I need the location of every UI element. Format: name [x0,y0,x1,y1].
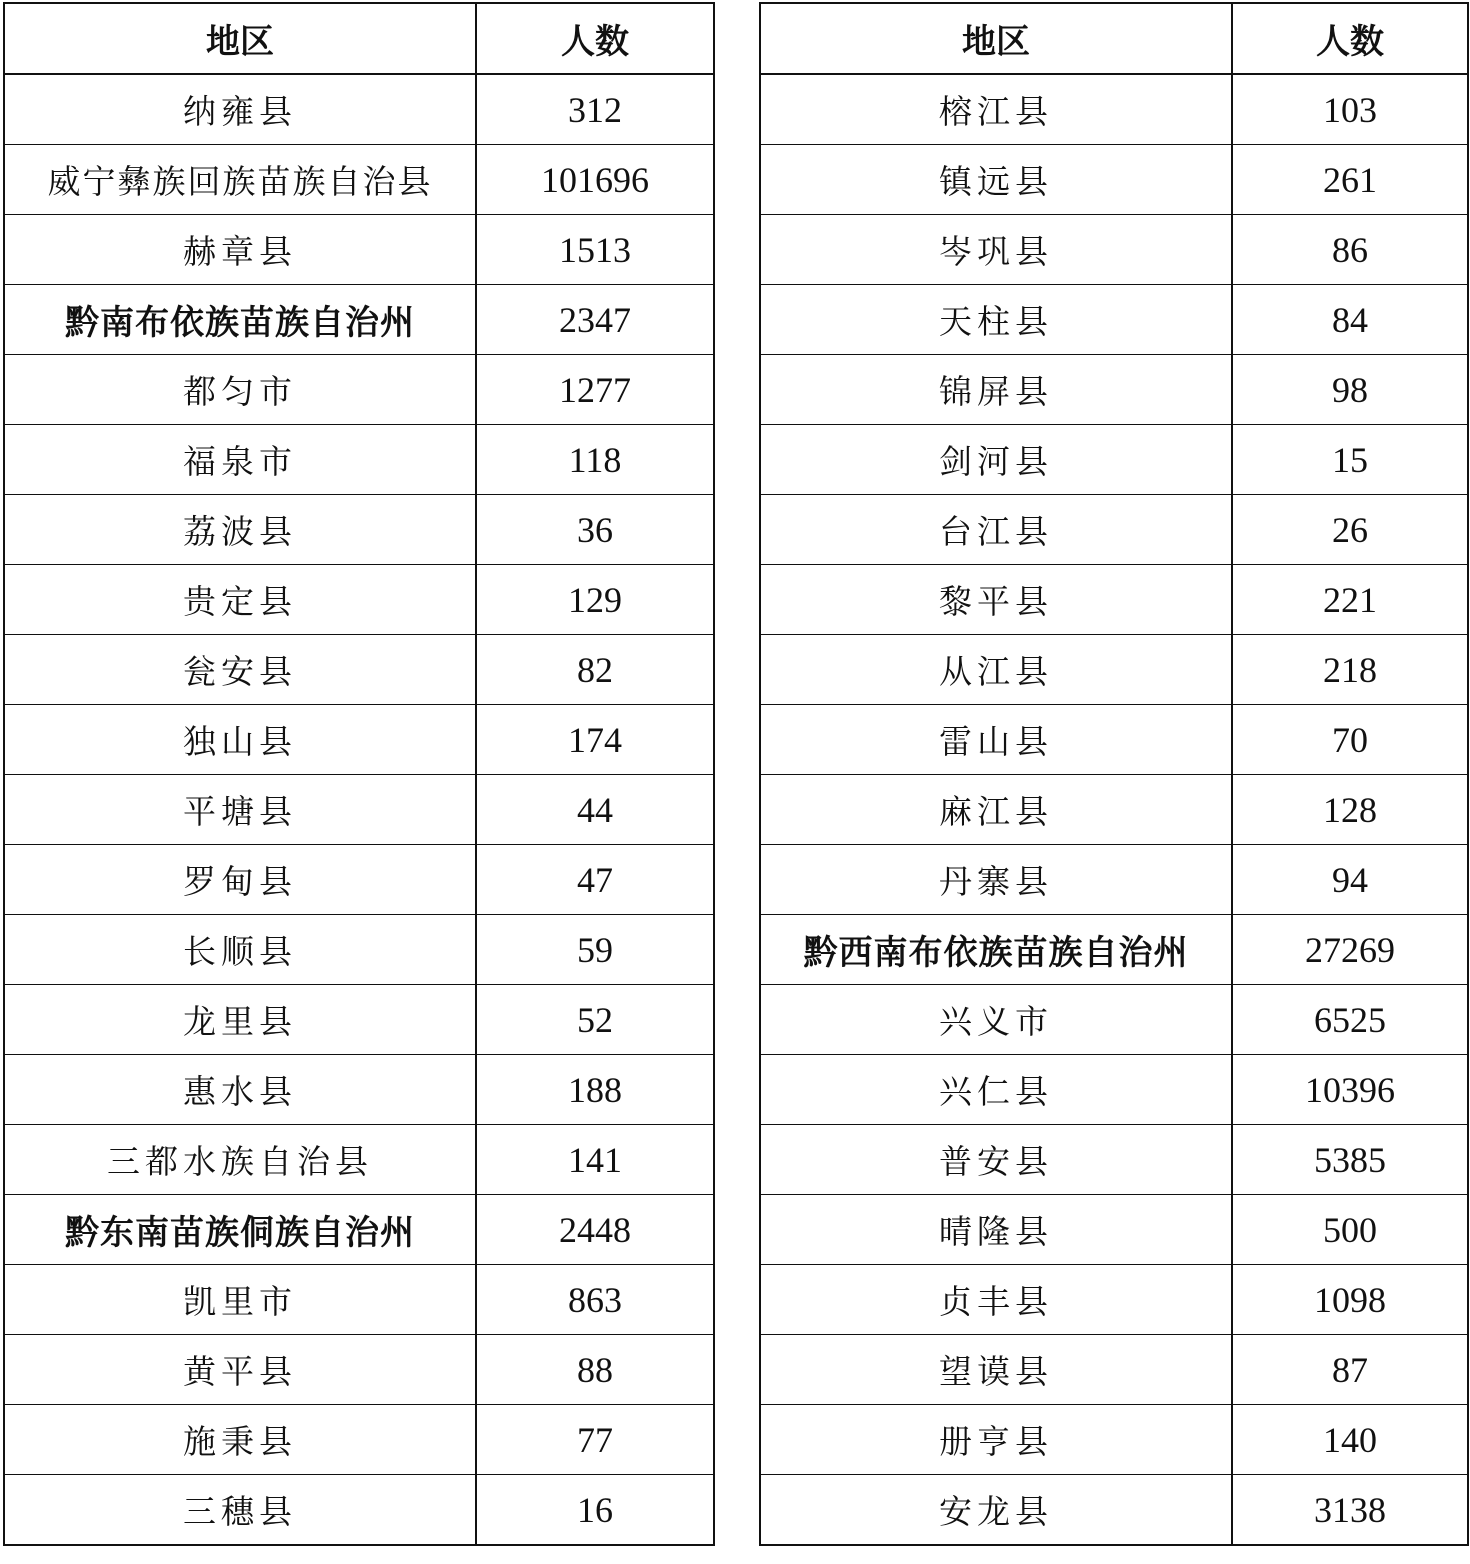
population-count-cell: 103 [1232,74,1468,145]
table-row [4,1405,714,1475]
population-count-cell: 59 [476,915,714,985]
population-count-cell: 221 [1232,565,1468,635]
population-count-cell: 98 [1232,355,1468,425]
population-count-cell: 16 [476,1475,714,1546]
population-count-cell: 2448 [476,1195,714,1265]
population-count-cell: 2347 [476,285,714,355]
table-row [760,74,1468,145]
population-count-cell: 86 [1232,215,1468,285]
region-name-cell: 安龙县 [760,1475,1232,1546]
region-name-cell: 岑巩县 [760,215,1232,285]
population-count-cell: 3138 [1232,1475,1468,1546]
region-name-cell: 贵定县 [4,565,476,635]
region-name-cell: 晴隆县 [760,1195,1232,1265]
region-name-cell: 册亨县 [760,1405,1232,1475]
population-count-cell: 129 [476,565,714,635]
region-name-cell: 从江县 [760,635,1232,705]
table-row [760,635,1468,705]
region-name-cell: 福泉市 [4,425,476,495]
table-row [4,285,714,355]
region-name-cell: 麻江县 [760,775,1232,845]
table-row [760,775,1468,845]
table-row [760,565,1468,635]
population-count-cell: 36 [476,495,714,565]
right-population-table [759,2,1469,1546]
table-row [760,425,1468,495]
region-name-cell: 兴仁县 [760,1055,1232,1125]
population-count-cell: 174 [476,705,714,775]
region-column-header: 地区 [4,3,476,74]
population-count-cell: 261 [1232,145,1468,215]
region-name-cell: 丹寨县 [760,845,1232,915]
population-count-cell: 218 [1232,635,1468,705]
table-row [760,1405,1468,1475]
table-row [4,1265,714,1335]
population-count-cell: 94 [1232,845,1468,915]
region-name-cell: 黄平县 [4,1335,476,1405]
table-row [4,1195,714,1265]
population-count-cell: 5385 [1232,1125,1468,1195]
region-name-cell: 贞丰县 [760,1265,1232,1335]
region-name-cell: 赫章县 [4,215,476,285]
region-name-cell: 兴义市 [760,985,1232,1055]
population-count-cell: 82 [476,635,714,705]
region-name-cell: 罗甸县 [4,845,476,915]
population-count-cell: 88 [476,1335,714,1405]
table-row [760,355,1468,425]
left-population-table [3,2,715,1546]
table-row [4,565,714,635]
population-count-cell: 10396 [1232,1055,1468,1125]
table-row [4,775,714,845]
table-row [760,285,1468,355]
table-row [4,1335,714,1405]
table-row [4,635,714,705]
table-row [760,1475,1468,1546]
region-name-cell: 瓮安县 [4,635,476,705]
region-name-cell: 锦屏县 [760,355,1232,425]
table-row [760,1265,1468,1335]
table-row [760,915,1468,985]
region-name-cell: 望谟县 [760,1335,1232,1405]
table-row [760,1195,1468,1265]
count-column-header: 人数 [476,3,714,74]
region-name-cell: 雷山县 [760,705,1232,775]
table-row [4,705,714,775]
table-row [4,1125,714,1195]
table-row [4,425,714,495]
prefecture-name-cell: 黔西南布依族苗族自治州 [760,915,1232,985]
right-table-body [760,74,1468,1545]
population-count-cell: 44 [476,775,714,845]
prefecture-name-cell: 黔东南苗族侗族自治州 [4,1195,476,1265]
region-name-cell: 施秉县 [4,1405,476,1475]
population-count-cell: 188 [476,1055,714,1125]
population-count-cell: 77 [476,1405,714,1475]
region-name-cell: 独山县 [4,705,476,775]
prefecture-name-cell: 黔南布依族苗族自治州 [4,285,476,355]
population-count-cell: 1098 [1232,1265,1468,1335]
table-row [760,1125,1468,1195]
table-row [4,74,714,145]
left-table-body [4,74,714,1545]
population-count-cell: 70 [1232,705,1468,775]
table-row [760,145,1468,215]
population-count-cell: 118 [476,425,714,495]
population-count-cell: 101696 [476,145,714,215]
region-name-cell: 镇远县 [760,145,1232,215]
table-row [760,215,1468,285]
region-name-cell: 威宁彝族回族苗族自治县 [4,145,476,215]
table-row [4,1055,714,1125]
table-row [760,1055,1468,1125]
population-count-cell: 52 [476,985,714,1055]
region-name-cell: 榕江县 [760,74,1232,145]
region-name-cell: 黎平县 [760,565,1232,635]
region-name-cell: 三穗县 [4,1475,476,1546]
population-count-cell: 141 [476,1125,714,1195]
region-name-cell: 都匀市 [4,355,476,425]
table-header-row [4,3,714,74]
table-row [760,705,1468,775]
region-name-cell: 惠水县 [4,1055,476,1125]
population-count-cell: 15 [1232,425,1468,495]
table-row [4,355,714,425]
table-row [760,845,1468,915]
region-name-cell: 天柱县 [760,285,1232,355]
table-row [4,215,714,285]
region-name-cell: 台江县 [760,495,1232,565]
population-count-cell: 140 [1232,1405,1468,1475]
table-header-row [760,3,1468,74]
population-count-cell: 87 [1232,1335,1468,1405]
population-count-cell: 1513 [476,215,714,285]
region-name-cell: 荔波县 [4,495,476,565]
population-count-cell: 128 [1232,775,1468,845]
table-row [4,985,714,1055]
table-row [4,915,714,985]
population-count-cell: 84 [1232,285,1468,355]
population-count-cell: 312 [476,74,714,145]
table-row [4,1475,714,1546]
population-count-cell: 27269 [1232,915,1468,985]
population-count-cell: 26 [1232,495,1468,565]
region-column-header: 地区 [760,3,1232,74]
region-name-cell: 平塘县 [4,775,476,845]
population-count-cell: 6525 [1232,985,1468,1055]
region-name-cell: 纳雍县 [4,74,476,145]
region-name-cell: 三都水族自治县 [4,1125,476,1195]
table-row [760,985,1468,1055]
table-row [4,495,714,565]
population-count-cell: 500 [1232,1195,1468,1265]
population-count-cell: 1277 [476,355,714,425]
region-name-cell: 剑河县 [760,425,1232,495]
region-name-cell: 凯里市 [4,1265,476,1335]
region-name-cell: 普安县 [760,1125,1232,1195]
table-row [4,145,714,215]
population-count-cell: 47 [476,845,714,915]
table-row [4,845,714,915]
table-row [760,1335,1468,1405]
population-count-cell: 863 [476,1265,714,1335]
count-column-header: 人数 [1232,3,1468,74]
region-name-cell: 龙里县 [4,985,476,1055]
region-name-cell: 长顺县 [4,915,476,985]
table-row [760,495,1468,565]
